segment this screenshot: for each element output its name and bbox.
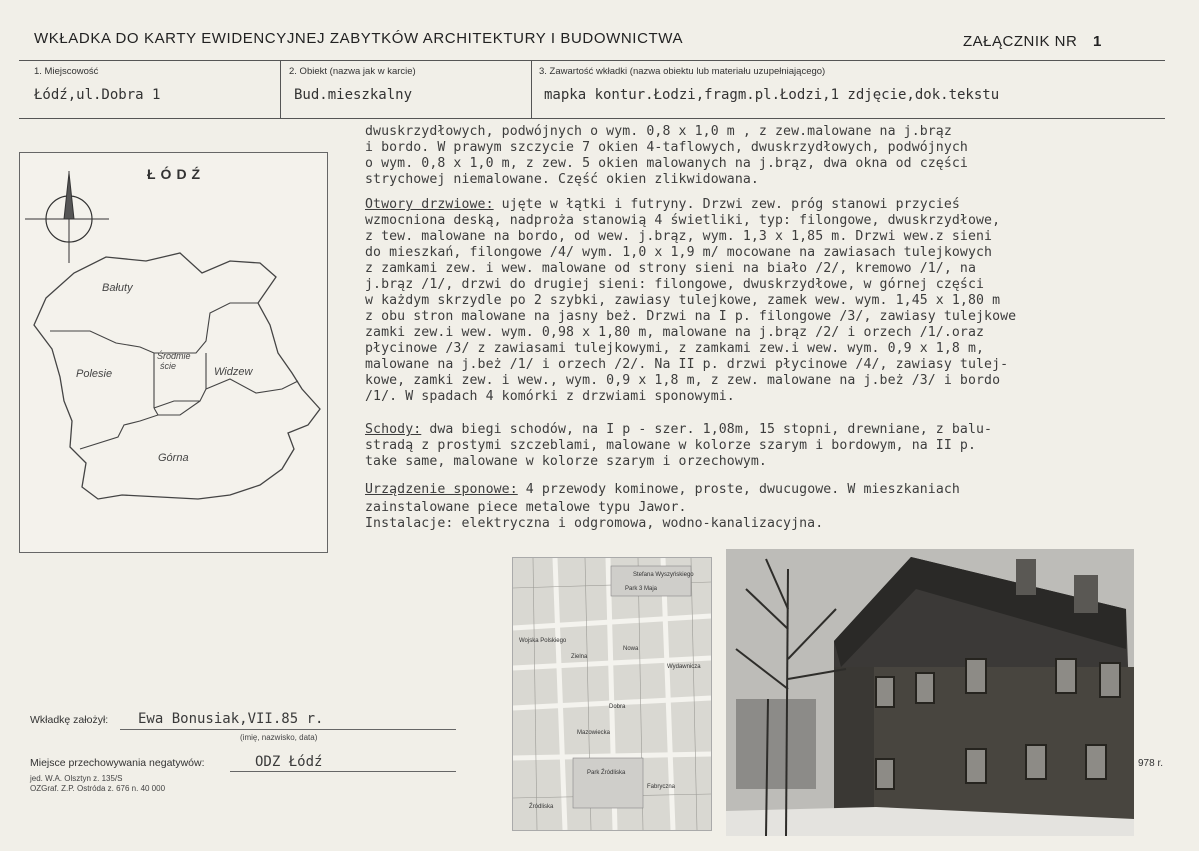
doors-first-line — [365, 197, 960, 212]
doors-line: kowe, zamki zew. i wew., wym. 0,9 x 1,8 m, z zew. malowane na j.beż /3/ i bordo — [365, 373, 1001, 388]
photo-year-note: 978 r. — [1138, 758, 1164, 769]
doors-line: z obu stron malowane na jasny beż. Drzwi na I p. filongowe /3/, zawiasy tulejkowe — [365, 309, 1017, 324]
devices-first-text: 4 przewody kominowe, proste, dwucugowe. W mieszkaniach — [517, 482, 960, 497]
doors-line: do mieszkań, filongowe /4/ wym. 1,0 x 1,9 m/ mocowane na zawiasach tulejkowych — [365, 245, 993, 260]
print-info-line2: OZGraf. Z.P. Ostróda z. 676 n. 40 000 — [30, 784, 166, 793]
field-value-contents: mapka kontur.Łodzi,fragm.pl.Łodzi,1 zdjęcie,dok.tekstu — [544, 87, 1000, 103]
stairs-line: take same, malowane w kolorze szarym i orzechowym. — [365, 454, 767, 469]
street-plan-fragment — [512, 557, 712, 831]
doors-line: z zamkami zew. i wew. malowane od strony sieni na biało /2/, kremowo /1/, na — [365, 261, 977, 276]
doors-line: j.brąz /1/, drzwi do drugiej sieni: filongowe, dwuskrzydłowe, w górnej części — [365, 277, 985, 292]
street-label: Park 3 Maja — [625, 586, 658, 592]
devices-line: zainstalowane piece metalowe typu Jawor. — [365, 500, 687, 515]
building-photo-svg — [726, 549, 1134, 836]
field-divider-2 — [531, 60, 532, 118]
created-by-hint: (imię, nazwisko, data) — [240, 733, 318, 742]
city-contour-svg — [20, 153, 327, 552]
storage-underline — [230, 771, 456, 772]
field-label-location: 1. Miejscowość — [34, 66, 99, 77]
map-label-polesie: Polesie — [76, 368, 113, 380]
stairs-line: stradą z prostymi szczeblami, malowane w kolorze szarym i bordowym, na II p. — [365, 438, 977, 453]
para1-line: dwuskrzydłowych, podwójnych o wym. 0,8 x 1,0 m , z zew.malowane na j.brąz — [365, 124, 952, 139]
field-label-contents: 3. Zawartość wkładki (nazwa obiektu lub materiału uzupełniającego) — [539, 66, 826, 77]
street-label: Wydawnicza — [667, 664, 701, 670]
field-label-object: 2. Obiekt (nazwa jak w karcie) — [289, 66, 416, 77]
map-label-gorna: Górna — [158, 452, 189, 464]
doors-line: /1/. W spadach 4 komórki z drzwiami sponowymi. — [365, 389, 735, 404]
doors-heading: Otwory drzwiowe: — [365, 197, 494, 212]
street-label: Wojska Polskiego — [519, 638, 567, 644]
devices-line: Instalacje: elektryczna i odgromowa, wodno-kanalizacyjna. — [365, 516, 824, 531]
created-by-label: Wkładkę założył: — [30, 714, 109, 726]
field-value-object: Bud.mieszkalny — [294, 87, 413, 103]
stairs-heading: Schody: — [365, 422, 422, 437]
field-value-location: Łódź,ul.Dobra 1 — [34, 87, 161, 103]
street-label: Zielna — [571, 654, 588, 660]
street-label: Stefana Wyszyńskiego — [633, 572, 694, 578]
doors-line: malowane na j.beż /1/ i orzech /2/. Na II p. drzwi płycinowe /4/, zawiasy tulej- — [365, 357, 1009, 372]
doors-line: wzmocniona deską, nadproża stanowią 4 świetliki, typ: filongowe, dwuskrzydłowe, — [365, 213, 1001, 228]
annex-number: 1 — [1093, 33, 1102, 50]
compass-icon — [25, 171, 109, 263]
street-label: Mazowiecka — [577, 730, 611, 736]
street-label: Dobra — [609, 704, 626, 710]
city-contour-map — [19, 152, 328, 553]
para1-line: o wym. 0,8 x 1,0 m, z zew. 5 okien malowanych na j.brąz, dwa okna od części — [365, 156, 968, 171]
para1-line: strychowej niemalowane. Część okien zlikwidowana. — [365, 172, 759, 187]
street-label: Fabryczna — [647, 784, 676, 790]
header-divider-top — [19, 60, 1165, 61]
storage-label: Miejsce przechowywania negatywów: — [30, 757, 205, 769]
card-title: WKŁADKA DO KARTY EWIDENCYJNEJ ZABYTKÓW ARCHITEKTURY I BUDOWNICTWA — [34, 30, 684, 47]
map-title: ŁÓDŹ — [147, 166, 206, 182]
doors-line: w każdym skrzydle po 2 szybki, zawiasy tulejkowe, zamek wew. wym. 1,45 x 1,80 m — [365, 293, 1001, 308]
devices-first-line — [365, 482, 960, 497]
doors-line: z tew. malowane na bordo, od wew. j.brąz, wym. 1,3 x 1,85 m. Drzwi wew.z sieni — [365, 229, 993, 244]
street-label: Nowa — [623, 646, 639, 652]
header-divider-bottom — [19, 118, 1165, 119]
street-plan-svg — [513, 558, 711, 830]
stairs-first-text: dwa biegi schodów, na I p - szer. 1,08m, 15 stopni, drewniane, z balu- — [421, 422, 993, 437]
map-label-baluty: Bałuty — [102, 282, 133, 294]
doors-line: zamki zew.i wew. wym. 0,98 x 1,80 m, malowane na j.brąz /2/ i orzech /1/.oraz — [365, 325, 985, 340]
print-info-line1: jed. W.A. Olsztyn z. 135/S — [30, 774, 123, 783]
field-divider-1 — [280, 60, 281, 118]
para1-line: i bordo. W prawym szczycie 7 okien 4-taflowych, dwuskrzydłowych, podwójnych — [365, 140, 968, 155]
map-label-srodmiescie-2: ście — [160, 361, 177, 371]
map-label-srodmiescie-1: Śródmie — [157, 351, 191, 361]
street-label: Park Źródliska — [587, 770, 626, 776]
annex-label: ZAŁĄCZNIK NR — [963, 33, 1078, 50]
doors-line: płycinowe /3/ z zawiasami tulejkowymi, z zamkami zew.i wew. wym. 0,9 x 1,8 m, — [365, 341, 985, 356]
created-by-value: Ewa Bonusiak,VII.85 r. — [138, 711, 324, 727]
created-by-underline — [120, 729, 456, 730]
storage-value: ODZ Łódź — [255, 754, 323, 770]
street-label: Źródliska — [529, 804, 554, 810]
map-label-widzew: Widzew — [214, 366, 253, 378]
stairs-first-line — [365, 422, 992, 437]
devices-heading: Urządzenie sponowe: — [365, 482, 518, 497]
building-photo — [726, 549, 1134, 836]
doors-first-text: ujęte w łątki i futryny. Drzwi zew. próg stanowi przycieś — [493, 197, 960, 212]
